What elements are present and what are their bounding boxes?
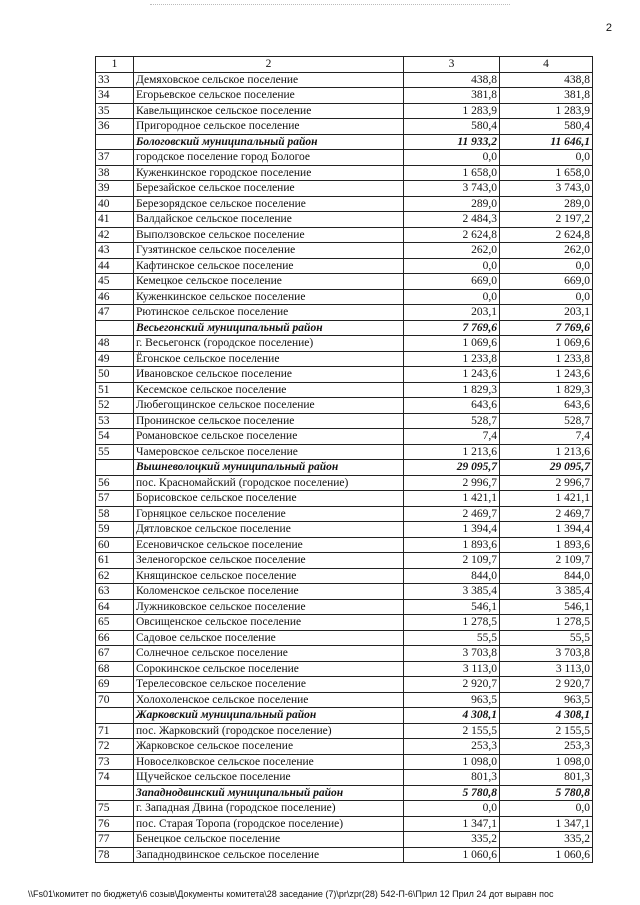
table-row xyxy=(96,88,593,104)
row-number: 66 xyxy=(96,630,134,646)
table-row xyxy=(96,72,593,88)
settlement-name: Солнечное сельское поселение xyxy=(134,646,404,662)
settlement-name: Терелесовское сельское поселение xyxy=(134,677,404,693)
table-body xyxy=(96,72,593,863)
value-col-4: 1 069,6 xyxy=(500,336,593,352)
row-number: 39 xyxy=(96,181,134,197)
row-number: 74 xyxy=(96,770,134,786)
value-col-4: 0,0 xyxy=(500,150,593,166)
table-row xyxy=(96,584,593,600)
table-row xyxy=(96,119,593,135)
page-number: 2 xyxy=(605,22,612,34)
table-header-row xyxy=(96,57,593,73)
district-total-row xyxy=(96,708,593,724)
table-row xyxy=(96,444,593,460)
value-col-3: 2 996,7 xyxy=(404,475,500,491)
value-col-4: 1 278,5 xyxy=(500,615,593,631)
row-number: 46 xyxy=(96,289,134,305)
settlement-name: Кафтинское сельское поселение xyxy=(134,258,404,274)
row-number: 64 xyxy=(96,599,134,615)
value-col-3: 1 394,4 xyxy=(404,522,500,538)
row-number: 34 xyxy=(96,88,134,104)
table-row xyxy=(96,754,593,770)
settlement-name: Рютинское сельское поселение xyxy=(134,305,404,321)
row-number: 77 xyxy=(96,832,134,848)
row-number: 60 xyxy=(96,537,134,553)
value-col-4: 3 743,0 xyxy=(500,181,593,197)
value-col-3: 1 243,6 xyxy=(404,367,500,383)
settlement-name: Валдайское сельское поселение xyxy=(134,212,404,228)
value-col-3: 7 769,6 xyxy=(404,320,500,336)
value-col-3: 3 703,8 xyxy=(404,646,500,662)
value-col-3: 11 933,2 xyxy=(404,134,500,150)
value-col-3: 7,4 xyxy=(404,429,500,445)
settlement-name: Кавельщинское сельское поселение xyxy=(134,103,404,119)
row-number xyxy=(96,320,134,336)
value-col-3: 1 347,1 xyxy=(404,816,500,832)
value-col-3: 1 213,6 xyxy=(404,444,500,460)
settlement-name: Вышневолоцкий муниципальный район xyxy=(134,460,404,476)
value-col-3: 1 829,3 xyxy=(404,382,500,398)
table-row xyxy=(96,150,593,166)
row-number: 42 xyxy=(96,227,134,243)
table-row xyxy=(96,429,593,445)
header-col-4: 4 xyxy=(500,57,593,73)
table-row xyxy=(96,258,593,274)
settlement-name: Весьегонский муниципальный район xyxy=(134,320,404,336)
header-col-3: 3 xyxy=(404,57,500,73)
table-row xyxy=(96,103,593,119)
table-row xyxy=(96,537,593,553)
value-col-3: 2 624,8 xyxy=(404,227,500,243)
value-col-3: 1 283,9 xyxy=(404,103,500,119)
settlement-name: г. Весьегонск (городское поселение) xyxy=(134,336,404,352)
row-number: 67 xyxy=(96,646,134,662)
value-col-3: 0,0 xyxy=(404,150,500,166)
row-number: 49 xyxy=(96,351,134,367)
settlement-name: Березайское сельское поселение xyxy=(134,181,404,197)
table-row xyxy=(96,181,593,197)
value-col-3: 1 893,6 xyxy=(404,537,500,553)
value-col-3: 1 060,6 xyxy=(404,847,500,863)
value-col-4: 546,1 xyxy=(500,599,593,615)
settlement-name: пос. Жарковский (городское поселение) xyxy=(134,723,404,739)
value-col-4: 643,6 xyxy=(500,398,593,414)
value-col-4: 335,2 xyxy=(500,832,593,848)
table-row xyxy=(96,630,593,646)
table-row xyxy=(96,615,593,631)
value-col-3: 1 658,0 xyxy=(404,165,500,181)
value-col-3: 438,8 xyxy=(404,72,500,88)
table-row xyxy=(96,832,593,848)
value-col-4: 0,0 xyxy=(500,801,593,817)
value-col-3: 381,8 xyxy=(404,88,500,104)
value-col-4: 438,8 xyxy=(500,72,593,88)
value-col-4: 1 243,6 xyxy=(500,367,593,383)
row-number: 71 xyxy=(96,723,134,739)
row-number: 37 xyxy=(96,150,134,166)
settlement-name: Выползовское сельское поселение xyxy=(134,227,404,243)
settlement-name: Горняцкое сельское поселение xyxy=(134,506,404,522)
value-col-4: 1 060,6 xyxy=(500,847,593,863)
settlement-name: Жарковское сельское поселение xyxy=(134,739,404,755)
value-col-4: 3 703,8 xyxy=(500,646,593,662)
settlement-name: Гузятинское сельское поселение xyxy=(134,243,404,259)
table-row xyxy=(96,413,593,429)
row-number: 51 xyxy=(96,382,134,398)
settlement-name: Новоселковское сельское поселение xyxy=(134,754,404,770)
settlement-name: Садовое сельское поселение xyxy=(134,630,404,646)
row-number: 36 xyxy=(96,119,134,135)
table-row xyxy=(96,646,593,662)
value-col-3: 289,0 xyxy=(404,196,500,212)
value-col-3: 262,0 xyxy=(404,243,500,259)
settlement-name: Демяховское сельское поселение xyxy=(134,72,404,88)
value-col-4: 1 394,4 xyxy=(500,522,593,538)
row-number: 62 xyxy=(96,568,134,584)
settlement-name: Бенецкое сельское поселение xyxy=(134,832,404,848)
settlement-name: городское поселение город Бологое xyxy=(134,150,404,166)
settlement-name: Княщинское сельское поселение xyxy=(134,568,404,584)
value-col-4: 1 893,6 xyxy=(500,537,593,553)
settlement-name: Ёгонское сельское поселение xyxy=(134,351,404,367)
row-number: 63 xyxy=(96,584,134,600)
value-col-4: 963,5 xyxy=(500,692,593,708)
value-col-4: 29 095,7 xyxy=(500,460,593,476)
row-number: 44 xyxy=(96,258,134,274)
settlement-name: Зеленогорское сельское поселение xyxy=(134,553,404,569)
settlement-name: Ивановское сельское поселение xyxy=(134,367,404,383)
table-row xyxy=(96,274,593,290)
row-number xyxy=(96,708,134,724)
table-row xyxy=(96,739,593,755)
table-row xyxy=(96,677,593,693)
value-col-3: 335,2 xyxy=(404,832,500,848)
value-col-3: 963,5 xyxy=(404,692,500,708)
table-row xyxy=(96,506,593,522)
value-col-3: 203,1 xyxy=(404,305,500,321)
scan-artifact-line xyxy=(150,4,510,6)
value-col-3: 2 484,3 xyxy=(404,212,500,228)
row-number: 72 xyxy=(96,739,134,755)
value-col-4: 3 385,4 xyxy=(500,584,593,600)
row-number: 52 xyxy=(96,398,134,414)
settlement-name: Любегощинское сельское поселение xyxy=(134,398,404,414)
row-number: 55 xyxy=(96,444,134,460)
row-number: 76 xyxy=(96,816,134,832)
settlement-name: г. Западная Двина (городское поселение) xyxy=(134,801,404,817)
value-col-3: 669,0 xyxy=(404,274,500,290)
value-col-3: 2 109,7 xyxy=(404,553,500,569)
row-number: 50 xyxy=(96,367,134,383)
table-row xyxy=(96,723,593,739)
value-col-4: 253,3 xyxy=(500,739,593,755)
value-col-4: 2 996,7 xyxy=(500,475,593,491)
settlement-name: Чамеровское сельское поселение xyxy=(134,444,404,460)
value-col-4: 289,0 xyxy=(500,196,593,212)
table-row xyxy=(96,398,593,414)
row-number: 78 xyxy=(96,847,134,863)
value-col-3: 29 095,7 xyxy=(404,460,500,476)
value-col-4: 1 098,0 xyxy=(500,754,593,770)
value-col-3: 0,0 xyxy=(404,289,500,305)
value-col-3: 801,3 xyxy=(404,770,500,786)
value-col-4: 2 155,5 xyxy=(500,723,593,739)
settlement-name: Кемецкое сельское поселение xyxy=(134,274,404,290)
value-col-4: 1 213,6 xyxy=(500,444,593,460)
row-number: 33 xyxy=(96,72,134,88)
settlement-name: Щучейское сельское поселение xyxy=(134,770,404,786)
row-number: 73 xyxy=(96,754,134,770)
table-row xyxy=(96,336,593,352)
settlement-name: Кесемское сельское поселение xyxy=(134,382,404,398)
value-col-4: 1 283,9 xyxy=(500,103,593,119)
value-col-4: 844,0 xyxy=(500,568,593,584)
table-row xyxy=(96,491,593,507)
settlement-name: Овсищенское сельское поселение xyxy=(134,615,404,631)
value-col-4: 5 780,8 xyxy=(500,785,593,801)
value-col-4: 669,0 xyxy=(500,274,593,290)
value-col-4: 2 109,7 xyxy=(500,553,593,569)
table-row xyxy=(96,289,593,305)
value-col-3: 1 069,6 xyxy=(404,336,500,352)
table-row xyxy=(96,196,593,212)
value-col-3: 2 155,5 xyxy=(404,723,500,739)
value-col-4: 0,0 xyxy=(500,289,593,305)
district-total-row xyxy=(96,320,593,336)
row-number: 53 xyxy=(96,413,134,429)
district-total-row xyxy=(96,460,593,476)
settlement-name: Западнодвинское сельское поселение xyxy=(134,847,404,863)
table-row xyxy=(96,847,593,863)
value-col-3: 1 098,0 xyxy=(404,754,500,770)
value-col-4: 1 658,0 xyxy=(500,165,593,181)
row-number: 40 xyxy=(96,196,134,212)
value-col-3: 3 743,0 xyxy=(404,181,500,197)
row-number xyxy=(96,134,134,150)
table-row xyxy=(96,351,593,367)
value-col-3: 2 469,7 xyxy=(404,506,500,522)
table-row xyxy=(96,692,593,708)
settlement-name: Дятловское сельское поселение xyxy=(134,522,404,538)
settlement-name: Коломенское сельское поселение xyxy=(134,584,404,600)
value-col-4: 262,0 xyxy=(500,243,593,259)
value-col-3: 1 278,5 xyxy=(404,615,500,631)
table-row xyxy=(96,475,593,491)
value-col-4: 7 769,6 xyxy=(500,320,593,336)
value-col-3: 2 920,7 xyxy=(404,677,500,693)
settlement-name: Куженкинское городское поселение xyxy=(134,165,404,181)
table-row xyxy=(96,305,593,321)
row-number: 59 xyxy=(96,522,134,538)
value-col-4: 203,1 xyxy=(500,305,593,321)
settlement-name: Западнодвинский муниципальный район xyxy=(134,785,404,801)
settlement-name: Борисовское сельское поселение xyxy=(134,491,404,507)
value-col-3: 643,6 xyxy=(404,398,500,414)
value-col-4: 801,3 xyxy=(500,770,593,786)
row-number: 45 xyxy=(96,274,134,290)
row-number: 75 xyxy=(96,801,134,817)
row-number: 56 xyxy=(96,475,134,491)
file-path-footer: \\Fs01\комитет по бюджету\6 созыв\Документы комитета\28 заседание (7)\pr\zpr(28) 542-П-6\Прил 12 Прил 24 дот выравн пос xyxy=(28,889,554,899)
value-col-4: 7,4 xyxy=(500,429,593,445)
district-total-row xyxy=(96,134,593,150)
table-row xyxy=(96,568,593,584)
value-col-4: 2 920,7 xyxy=(500,677,593,693)
row-number: 65 xyxy=(96,615,134,631)
value-col-4: 55,5 xyxy=(500,630,593,646)
value-col-4: 1 829,3 xyxy=(500,382,593,398)
value-col-3: 1 233,8 xyxy=(404,351,500,367)
value-col-4: 528,7 xyxy=(500,413,593,429)
value-col-3: 0,0 xyxy=(404,258,500,274)
row-number: 43 xyxy=(96,243,134,259)
value-col-3: 5 780,8 xyxy=(404,785,500,801)
settlement-name: Пронинское сельское поселение xyxy=(134,413,404,429)
value-col-4: 2 624,8 xyxy=(500,227,593,243)
value-col-4: 3 113,0 xyxy=(500,661,593,677)
settlement-name: пос. Старая Торопа (городское поселение) xyxy=(134,816,404,832)
row-number xyxy=(96,785,134,801)
table-row xyxy=(96,165,593,181)
row-number: 38 xyxy=(96,165,134,181)
row-number: 57 xyxy=(96,491,134,507)
value-col-4: 4 308,1 xyxy=(500,708,593,724)
table-row xyxy=(96,801,593,817)
district-total-row xyxy=(96,785,593,801)
value-col-3: 528,7 xyxy=(404,413,500,429)
table-row xyxy=(96,522,593,538)
row-number: 41 xyxy=(96,212,134,228)
settlement-name: Березорядское сельское поселение xyxy=(134,196,404,212)
row-number: 58 xyxy=(96,506,134,522)
table-row xyxy=(96,212,593,228)
table-row xyxy=(96,770,593,786)
value-col-4: 1 233,8 xyxy=(500,351,593,367)
settlement-name: Лужниковское сельское поселение xyxy=(134,599,404,615)
row-number: 61 xyxy=(96,553,134,569)
settlement-name: Пригородное сельское поселение xyxy=(134,119,404,135)
table-row xyxy=(96,227,593,243)
value-col-4: 580,4 xyxy=(500,119,593,135)
value-col-3: 55,5 xyxy=(404,630,500,646)
value-col-3: 4 308,1 xyxy=(404,708,500,724)
row-number xyxy=(96,460,134,476)
table-row xyxy=(96,382,593,398)
table-row xyxy=(96,367,593,383)
settlement-name: Жарковский муниципальный район xyxy=(134,708,404,724)
table-row xyxy=(96,553,593,569)
row-number: 68 xyxy=(96,661,134,677)
value-col-3: 546,1 xyxy=(404,599,500,615)
value-col-4: 11 646,1 xyxy=(500,134,593,150)
value-col-3: 0,0 xyxy=(404,801,500,817)
value-col-3: 1 421,1 xyxy=(404,491,500,507)
header-col-1: 1 xyxy=(96,57,134,73)
settlement-name: Сорокинское сельское поселение xyxy=(134,661,404,677)
settlement-name: пос. Красномайский (городское поселение) xyxy=(134,475,404,491)
settlement-name: Бологовский муниципальный район xyxy=(134,134,404,150)
settlement-name: Есеновичское сельское поселение xyxy=(134,537,404,553)
value-col-4: 1 347,1 xyxy=(500,816,593,832)
value-col-4: 0,0 xyxy=(500,258,593,274)
value-col-3: 844,0 xyxy=(404,568,500,584)
value-col-4: 2 197,2 xyxy=(500,212,593,228)
settlement-name: Романовское сельское поселение xyxy=(134,429,404,445)
value-col-3: 3 385,4 xyxy=(404,584,500,600)
value-col-4: 381,8 xyxy=(500,88,593,104)
settlement-name: Егорьевское сельское поселение xyxy=(134,88,404,104)
table-row xyxy=(96,243,593,259)
value-col-3: 253,3 xyxy=(404,739,500,755)
row-number: 48 xyxy=(96,336,134,352)
row-number: 70 xyxy=(96,692,134,708)
table-row xyxy=(96,816,593,832)
row-number: 35 xyxy=(96,103,134,119)
settlement-name: Куженкинское сельское поселение xyxy=(134,289,404,305)
value-col-4: 2 469,7 xyxy=(500,506,593,522)
value-col-4: 1 421,1 xyxy=(500,491,593,507)
row-number: 54 xyxy=(96,429,134,445)
header-col-2: 2 xyxy=(134,57,404,73)
row-number: 47 xyxy=(96,305,134,321)
settlement-name: Холохоленское сельское поселение xyxy=(134,692,404,708)
row-number: 69 xyxy=(96,677,134,693)
value-col-3: 580,4 xyxy=(404,119,500,135)
table-row xyxy=(96,599,593,615)
value-col-3: 3 113,0 xyxy=(404,661,500,677)
budget-table xyxy=(95,56,593,863)
table-row xyxy=(96,661,593,677)
